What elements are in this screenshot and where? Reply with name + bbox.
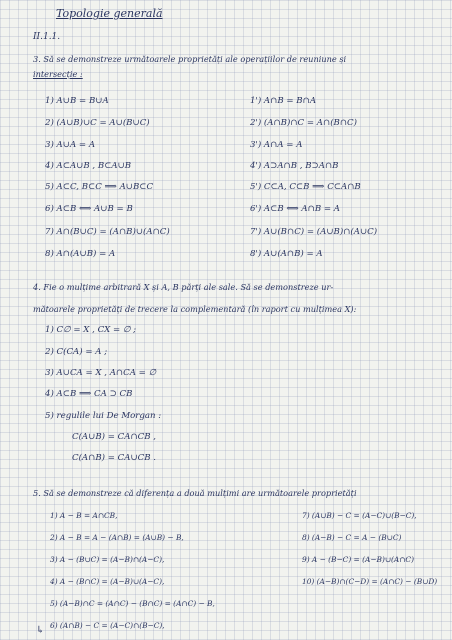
ex3-right-item: 3') A∩A = A xyxy=(250,140,303,150)
ex3-right-item: 1') A∩B = B∩A xyxy=(250,96,317,106)
ex4-item: 2) C(CA) = A ; xyxy=(45,347,108,357)
ex4-de-morgan-2: C(A∩B) = CA∪CB . xyxy=(72,453,157,463)
ex3-left-item: 5) A⊂C, B⊂C ⟹ A∪B⊂C xyxy=(45,182,154,192)
ex4-intro-line-2: mătoarele proprietăți de trecere la complementară (în raport cu mulțimea X): xyxy=(33,304,357,314)
ex5-left-item: 5) (A−B)∩C = (A∩C) − (B∩C) = (A∩C) − B, xyxy=(50,599,215,608)
ex3-right-item: 6') A⊂B ⟺ A∩B = A xyxy=(250,204,341,214)
page-title: Topologie generală xyxy=(56,7,163,20)
ex3-right-item: 4') A⊃A∩B , B⊃A∩B xyxy=(250,161,339,171)
section-code: II.1.1. xyxy=(33,32,61,42)
ex4-item: 4) A⊂B ⟹ CA ⊃ CB xyxy=(45,389,133,399)
ex5-right-item: 10) (A−B)∩(C−D) = (A∩C) − (B∪D) xyxy=(302,577,438,586)
ex4-item: 1) C∅ = X , CX = ∅ ; xyxy=(45,325,137,335)
ex4-intro-line-1: 4. Fie o mulțime arbitrară X și A, B părți ale sale. Să se demonstreze ur- xyxy=(33,282,334,292)
ex3-right-item: 7') A∪(B∩C) = (A∪B)∩(A∪C) xyxy=(250,227,378,237)
ex3-right-item: 5') C⊂A, C⊂B ⟹ C⊂A∩B xyxy=(250,182,361,192)
ex5-intro: 5. Să se demonstreze că diferența a două mulțimi are următoarele proprietăți xyxy=(33,488,357,498)
ex4-item: 5) regulile lui De Morgan : xyxy=(45,411,162,421)
ex5-left-item: 6) (A∩B) − C = (A−C)∩(B−C), xyxy=(50,621,165,630)
ex5-left-item: 2) A − B = A − (A∩B) = (A∪B) − B, xyxy=(50,533,184,542)
ex3-left-item: 3) A∪A = A xyxy=(45,140,96,150)
ex3-intro-line-1: 3. Să se demonstreze următoarele proprietăți ale operațiilor de reuniune și xyxy=(33,54,347,64)
ex3-left-item: 8) A∩(A∪B) = A xyxy=(45,249,116,259)
ex4-de-morgan-1: C(A∪B) = CA∩CB , xyxy=(72,432,157,442)
ex5-left-item: 4) A − (B∩C) = (A−B)∪(A−C), xyxy=(50,577,165,586)
ex5-right-item: 8) (A−B) − C = A − (B∪C) xyxy=(302,533,402,542)
ex3-right-item: 2') (A∩B)∩C = A∩(B∩C) xyxy=(250,118,357,128)
continuation-arrow-icon: ↳ xyxy=(36,625,45,636)
ex4-item: 3) A∪CA = X , A∩CA = ∅ xyxy=(45,368,157,378)
ex3-intro-line-2: intersecție : xyxy=(33,69,83,79)
ex3-left-item: 2) (A∪B)∪C = A∪(B∪C) xyxy=(45,118,150,128)
ex3-left-item: 4) A⊂A∪B , B⊂A∪B xyxy=(45,161,132,171)
ex5-right-item: 9) A − (B−C) = (A−B)∪(A∩C) xyxy=(302,555,414,564)
ex3-left-item: 6) A⊂B ⟺ A∪B = B xyxy=(45,204,133,214)
ex5-left-item: 3) A − (B∪C) = (A−B)∩(A−C), xyxy=(50,555,165,564)
ex3-right-item: 8') A∪(A∩B) = A xyxy=(250,249,323,259)
ex5-right-item: 7) (A∪B) − C = (A−C)∪(B−C), xyxy=(302,511,417,520)
ex3-left-item: 7) A∩(B∪C) = (A∩B)∪(A∩C) xyxy=(45,227,170,237)
ex3-left-item: 1) A∪B = B∪A xyxy=(45,96,109,106)
ex5-left-item: 1) A − B = A∩CB, xyxy=(50,511,118,520)
